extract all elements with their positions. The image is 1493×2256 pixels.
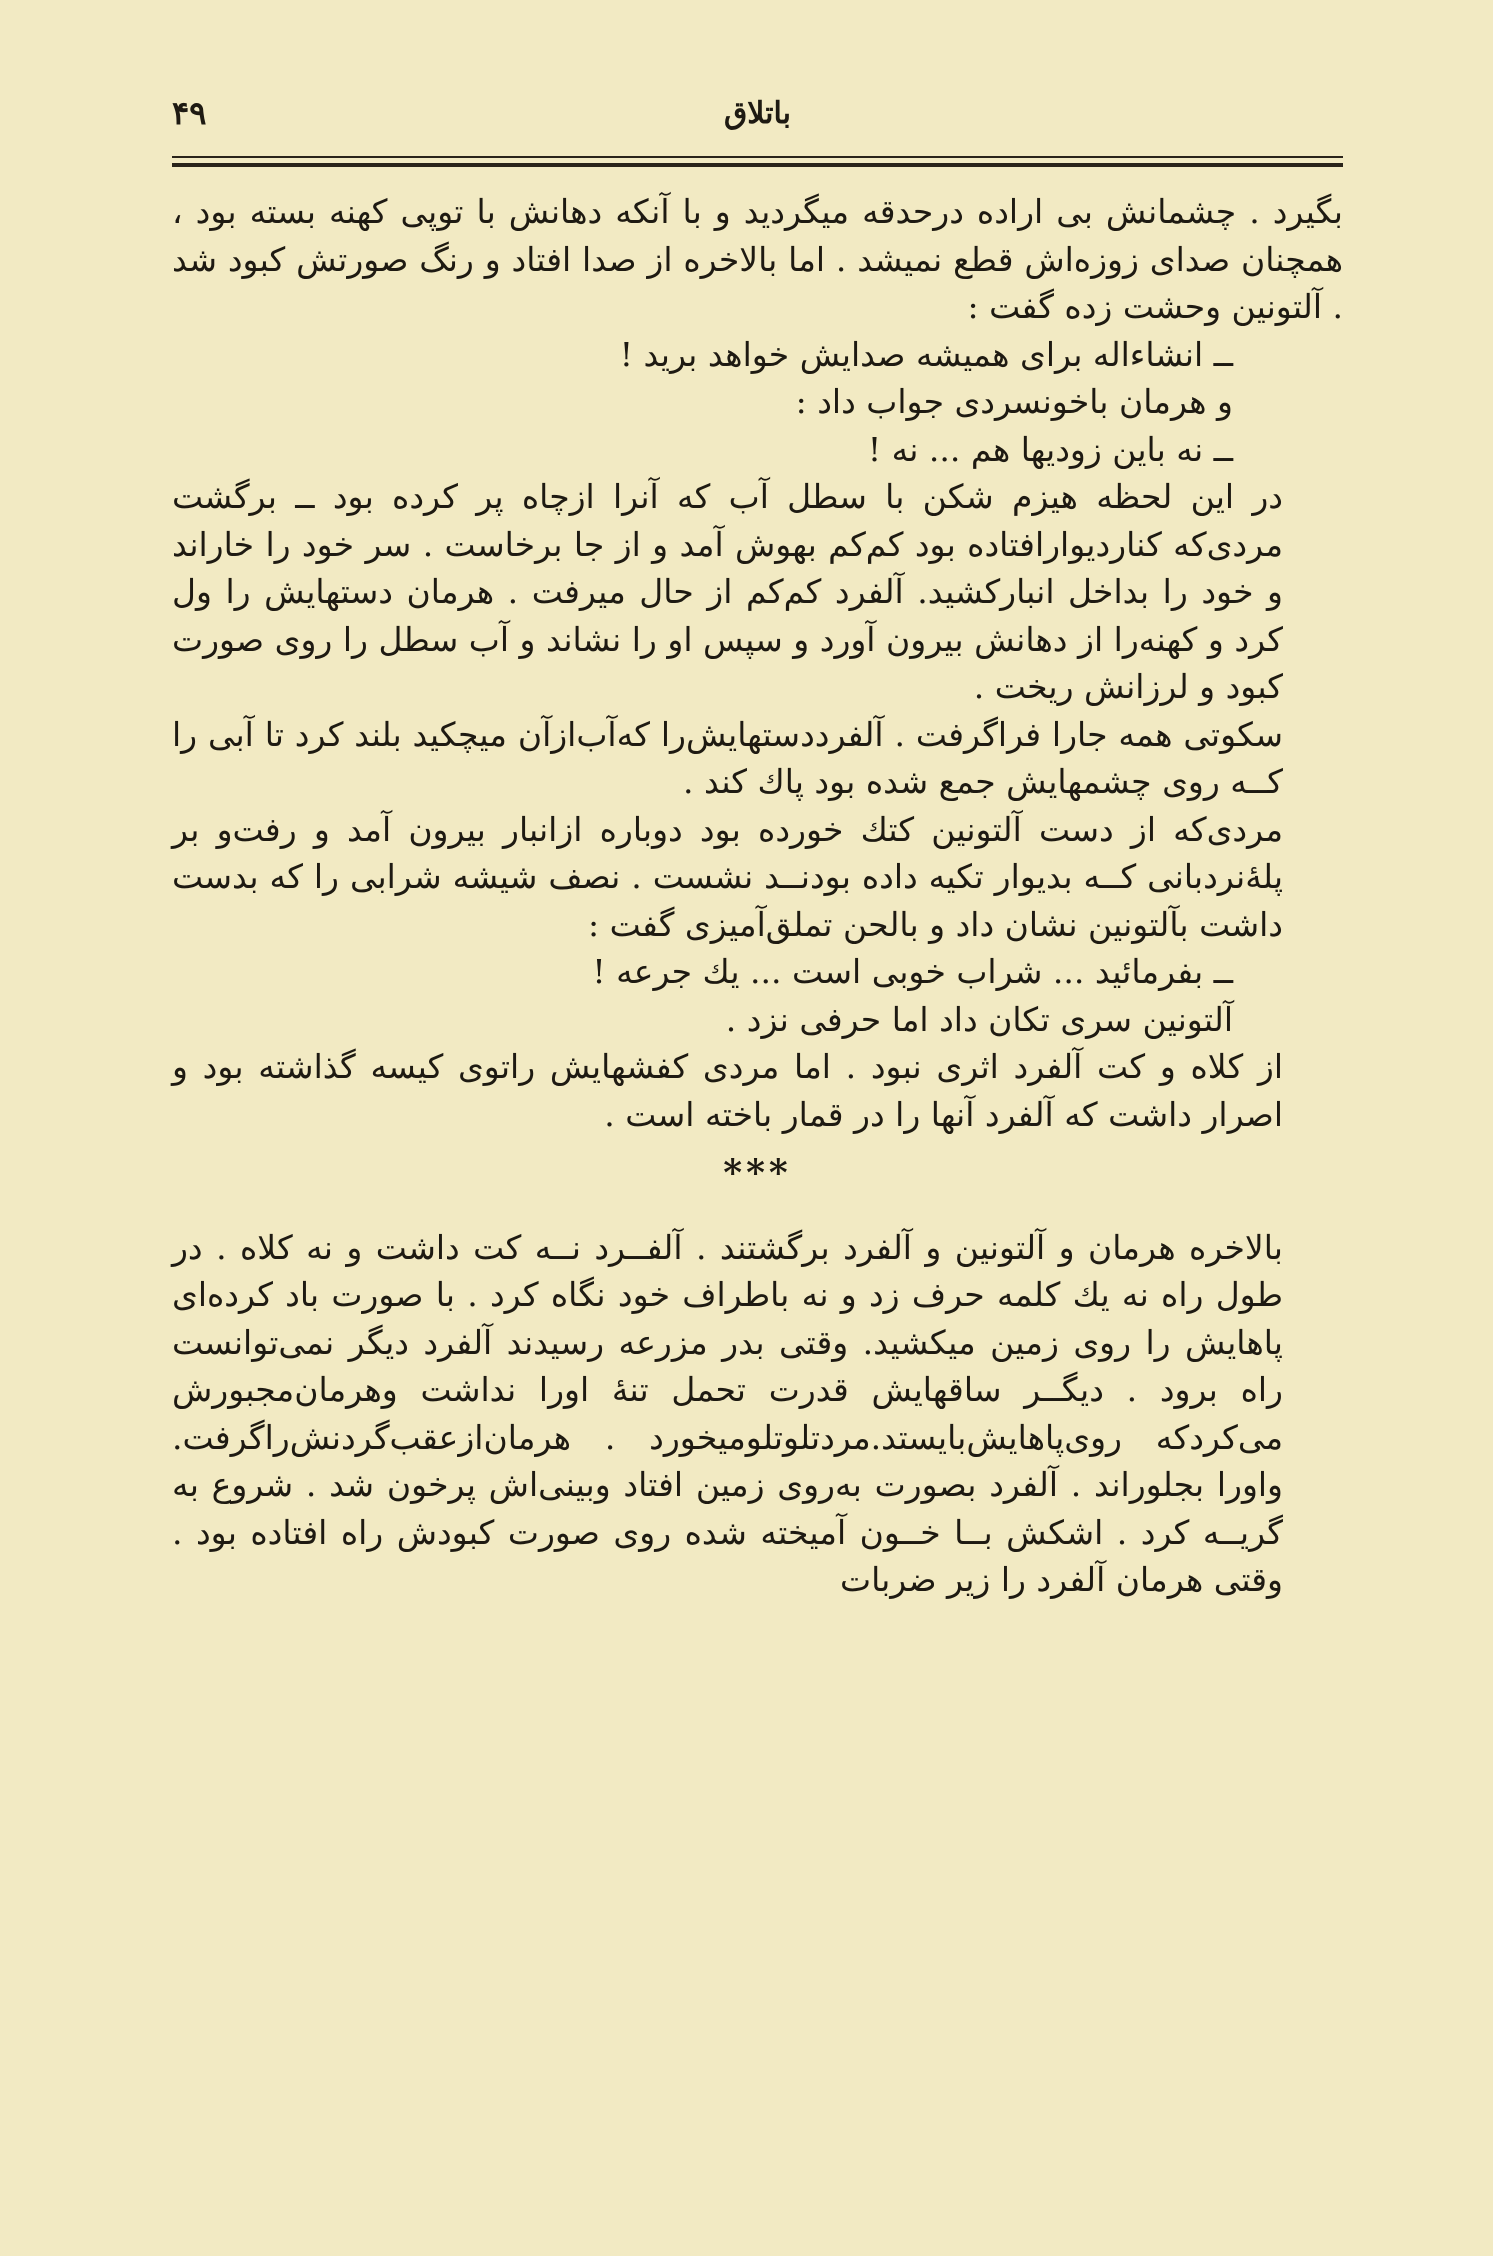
header-rule-thick bbox=[172, 163, 1343, 167]
page-header bbox=[172, 92, 1343, 150]
running-title: باتلاق bbox=[723, 96, 792, 131]
page-number: ۴۹ bbox=[172, 94, 207, 132]
paragraph: از کلاه و کت آلفرد اثری نبود . اما مردی کفشهایش راتوی کیسه گذاشته بود و اصرار داشت که آلفرد آنها را در قمار باخته است . bbox=[172, 1047, 1283, 1134]
dialogue-line: ــ انشاءاله برای همیشه صدایش خواهد برید ! bbox=[619, 334, 1233, 374]
section-separator: *** bbox=[723, 1152, 792, 1194]
dialogue-line: آلتونین سری تکان داد اما حرفی نزد . bbox=[725, 999, 1233, 1039]
paragraph: مردی‌که از دست آلتونین کتك خورده بود دوباره ازانبار بیرون آمد و رفت‌و بر پلهٔ‌نردبانی کــه بدیوار تکیه داده بودنــد نشست . نصف شیشه شرابی را که بدست داشت بآلتونین نشان داد و بالحن تملق‌آمیزی گفت : bbox=[172, 809, 1283, 944]
paragraph: سکوتی همه جارا فراگرفت . آلفرددستهایش‌را که‌آب‌ازآن میچکید بلند کرد تا آبی را کــه روی چشمهایش جمع شده بود پاك کند . bbox=[172, 714, 1283, 801]
paragraph: بالاخره هرمان و آلتونین و آلفرد برگشتند . آلفــرد نــه کت داشت و نه کلاه . در طول راه نه يك کلمه حرف زد و نه باطراف خود نگاه کرد . با صورت باد کرده‌ای پاهایش را روی زمین میکشید. وقتی بدر مزرعه رسیدند آلفرد دیگر نمی‌توانست راه برود . دیگــر ساقهایش قدرت تحمل تنهٔ اورا نداشت وهرمان‌مجبورش می‌کردکه روی‌پاهایش‌بایستد.مردتلوتلومیخورد . هرمان‌ازعقب‌گردنش‌راگرفت. واورا بجلوراند . آلفرد بصورت به‌روی زمین افتاد وبینی‌اش پرخون شد . شروع به گریــه کرد . اشکش بــا خــون آمیخته شده روی صورت کبودش راه افتاده بود . وقتی هرمان آلفرد را زیر ضربات bbox=[172, 1227, 1283, 1599]
dialogue-line: ــ نه باین زودیها هم ... نه ! bbox=[867, 429, 1233, 469]
header-rule-thin bbox=[172, 156, 1343, 158]
paragraph: بگیرد . چشمانش بی اراده درحدقه میگردید و با آنکه دهانش با توپی کهنه بسته بود ، همچنان صدای زوزه‌اش قطع نمیشد . اما بالاخره از صدا افتاد و رنگ صورتش کبود شد . آلتونین وحشت زده گفت : bbox=[172, 192, 1343, 326]
dialogue-line: و هرمان باخونسردی جواب داد : bbox=[795, 382, 1233, 421]
dialogue-line: ــ بفرمائید ... شراب خوبی است ... يك جرعه ! bbox=[592, 952, 1233, 991]
page-body bbox=[172, 188, 1343, 1604]
paragraph: در این لحظه هیزم شکن با سطل آب که آنرا ازچاه پر کرده بود ــ برگشت مردی‌که کناردیوارافتاده بود کم‌کم بهوش آمد و از جا برخاست . سر خود را خاراند و خود را بداخل انبارکشید. آلفرد کم‌کم از حال میرفت . هرمان دستهایش را ول کرد و کهنه‌را از دهانش بیرون آورد و سپس او را نشاند و آب سطل را روی صورت کبود و لرزانش ریخت . bbox=[172, 477, 1283, 706]
